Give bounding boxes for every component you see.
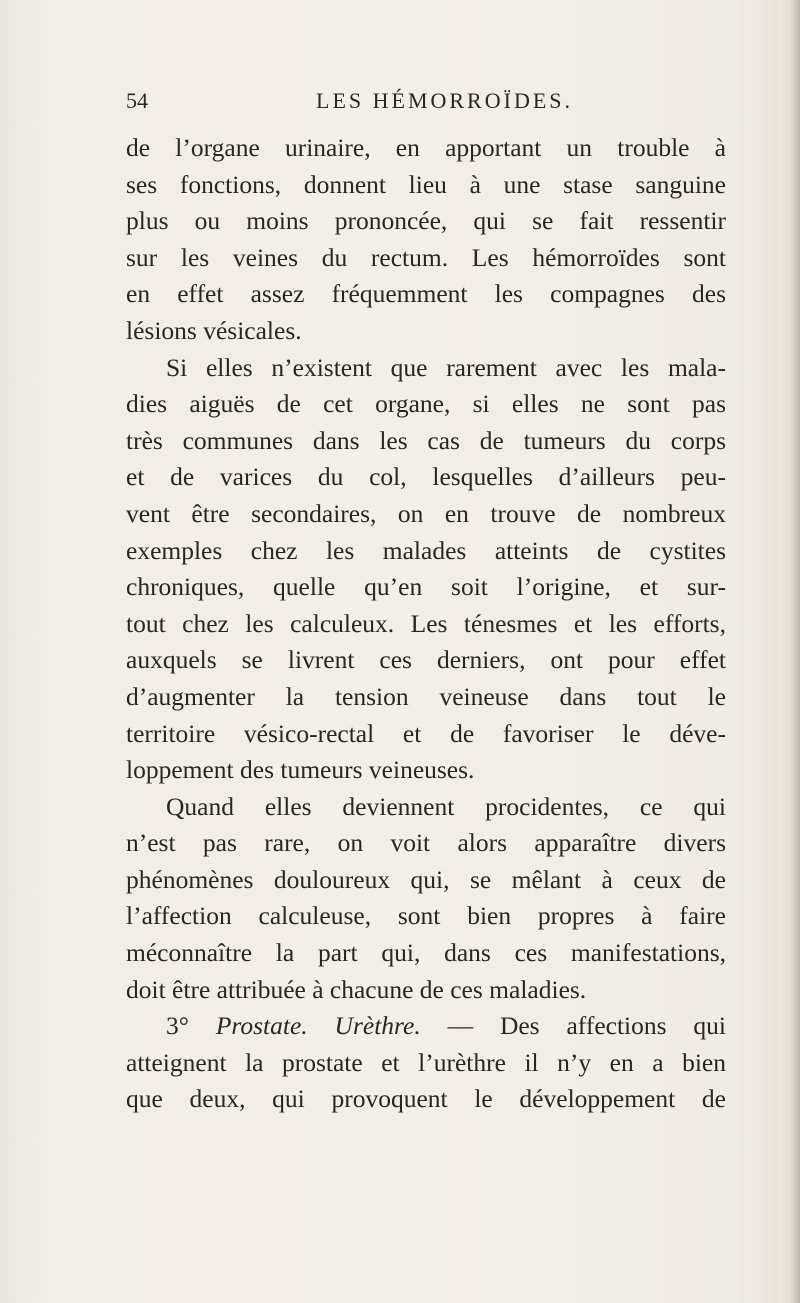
section-title: Prostate. Urèthre.: [215, 1011, 421, 1041]
text-line: phénomènes douloureux qui, se mêlant à ceux de: [126, 864, 726, 894]
text-line: n’est pas rare, on voit alors apparaître divers: [126, 828, 726, 858]
text-line: loppement des tumeurs veineuses.: [126, 755, 475, 785]
text-line: auxquels se livrent ces derniers, ont pour effet: [126, 645, 726, 675]
text-line: atteignent la prostate et l’urèthre il n’y en a bien: [126, 1047, 726, 1077]
text-line: ses fonctions, donnent lieu à une stase sanguine: [126, 169, 726, 199]
body-text: [126, 130, 726, 1118]
text-line: sur les veines du rectum. Les hémorroïdes sont: [126, 242, 726, 272]
text-line: chroniques, quelle qu’en soit l’origine, et sur-: [126, 572, 726, 602]
text-line: tout chez les calculeux. Les ténesmes et les efforts,: [126, 608, 726, 638]
page-header: [126, 86, 726, 116]
text-line: territoire vésico-rectal et de favoriser le déve-: [126, 718, 726, 748]
text-line: en effet assez fréquemment les compagnes des: [126, 279, 726, 309]
paragraph-start: Quand elles deviennent procidentes, ce qui: [166, 791, 726, 821]
text-line: lésions vésicales.: [126, 315, 302, 345]
running-title: LES HÉMORROÏDES.: [316, 88, 574, 113]
text-line: plus ou moins prononcée, qui se fait ressentir: [126, 206, 726, 236]
text-line: très communes dans les cas de tumeurs du corps: [126, 425, 726, 455]
section-number: 3°: [166, 1011, 189, 1041]
text-line: doit être attribuée à chacune de ces maladies.: [126, 974, 587, 1004]
text-line: que deux, qui provoquent le développement de: [126, 1084, 726, 1114]
text-line: et de varices du col, lesquelles d’ailleurs peu-: [126, 462, 726, 492]
text-line: l’affection calculeuse, sont bien propres à faire: [126, 901, 726, 931]
text-line: de l’organe urinaire, en apportant un trouble à: [126, 133, 726, 162]
text-line: d’augmenter la tension veineuse dans tout le: [126, 681, 726, 711]
section-lead-text: — Des affections qui: [447, 1011, 726, 1041]
page-edge-shadow: [790, 0, 800, 1303]
text-line: exemples chez les malades atteints de cystites: [126, 535, 726, 565]
text-line: vent être secondaires, on en trouve de nombreux: [126, 498, 726, 528]
paragraph-start: Si elles n’existent que rarement avec les mala-: [166, 352, 726, 382]
page-number: 54: [126, 88, 148, 113]
text-line: méconnaître la part qui, dans ces manifestations,: [126, 938, 726, 968]
section-heading-line: [126, 1008, 726, 1045]
text-line: dies aiguës de cet organe, si elles ne sont pas: [126, 389, 726, 419]
